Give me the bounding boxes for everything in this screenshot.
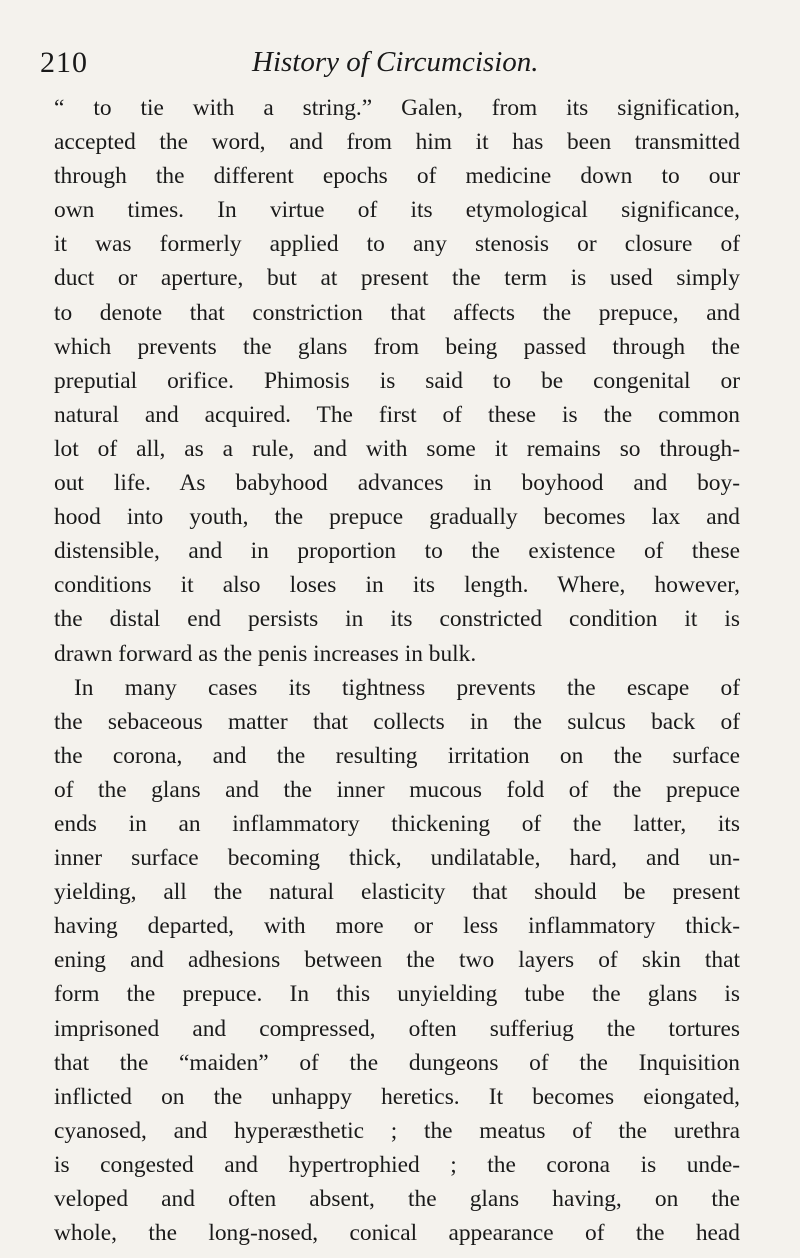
text-line: ening and adhesions between the two layers of skin that — [54, 947, 740, 974]
page-header — [40, 46, 740, 82]
text-line: is congested and hypertrophied ; the corona is unde- — [54, 1151, 740, 1178]
text-line: to denote that constriction that affects the prepuce, and — [54, 299, 740, 326]
text-line: out life. As babyhood advances in boyhood and boy- — [54, 470, 740, 497]
text-line: distensible, and in proportion to the existence of these — [54, 538, 740, 565]
text-line: natural and acquired. The first of these is the common — [54, 401, 740, 428]
text-line: form the prepuce. In this unyielding tube the glans is — [54, 981, 740, 1008]
page-number: 210 — [40, 46, 88, 79]
paragraph-end-line: drawn forward as the penis increases in bulk. — [54, 640, 477, 667]
body-text — [54, 91, 740, 1250]
paragraph-start-line: In many cases its tightness prevents the escape of — [74, 674, 740, 701]
text-line: conditions it also loses in its length. Where, however, — [54, 572, 740, 599]
text-line: hood into youth, the prepuce gradually becomes lax and — [54, 504, 740, 531]
text-line: inflicted on the unhappy heretics. It becomes eiongated, — [54, 1083, 740, 1110]
text-line: through the different epochs of medicine down to our — [54, 163, 740, 190]
text-line: having departed, with more or less inflammatory thick- — [54, 913, 740, 940]
text-line: the corona, and the resulting irritation on the surface — [54, 742, 740, 769]
text-line: accepted the word, and from him it has been transmitted — [54, 129, 740, 156]
text-line: it was formerly applied to any stenosis or closure of — [54, 231, 740, 258]
text-line: imprisoned and compressed, often sufferiug the tortures — [54, 1015, 740, 1042]
text-line: own times. In virtue of its etymological significance, — [54, 197, 740, 224]
text-line: the sebaceous matter that collects in the sulcus back of — [54, 708, 740, 735]
text-line: inner surface becoming thick, undilatable, hard, and un- — [54, 845, 740, 872]
text-line: of the glans and the inner mucous fold of the prepuce — [54, 776, 740, 803]
text-line: “ to tie with a string.” Galen, from its signification, — [54, 95, 740, 121]
text-line: whole, the long-nosed, conical appearance of the head — [54, 1220, 740, 1247]
text-line: cyanosed, and hyperæsthetic ; the meatus of the urethra — [54, 1117, 740, 1144]
text-line: preputial orifice. Phimosis is said to be congenital or — [54, 367, 740, 394]
text-line: which prevents the glans from being passed through the — [54, 333, 740, 360]
text-line: yielding, all the natural elasticity that should be present — [54, 879, 740, 906]
text-line: that the “maiden” of the dungeons of the Inquisition — [54, 1049, 740, 1076]
text-line: the distal end persists in its constricted condition it is — [54, 606, 740, 633]
running-title: History of Circumcision. — [252, 46, 539, 78]
text-line: lot of all, as a rule, and with some it remains so through- — [54, 435, 740, 462]
text-line: ends in an inflammatory thickening of the latter, its — [54, 810, 740, 837]
text-line: duct or aperture, but at present the term is used simply — [54, 265, 740, 292]
text-line: veloped and often absent, the glans having, on the — [54, 1186, 740, 1212]
